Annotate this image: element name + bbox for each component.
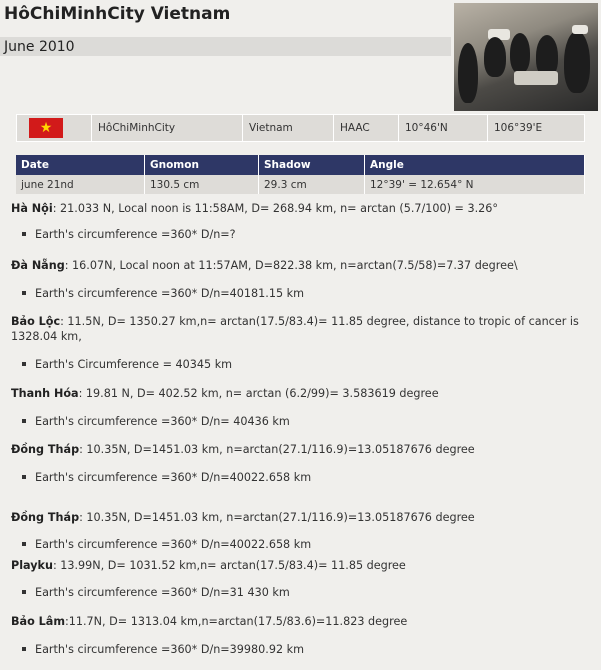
- table-cell-gnomon: 130.5 cm: [145, 175, 259, 194]
- list-item: Earth's circumference =360* D/n=31 430 km: [22, 586, 290, 600]
- entry-thanh-hoa: Thanh Hóa: 19.81 N, D= 402.52 km, n= arctan (6.2/99)= 3.583619 degree: [11, 387, 439, 400]
- table-header-date: Date: [16, 155, 145, 175]
- students-photo: [454, 3, 598, 111]
- entry-dong-thap: Đồng Tháp: 10.35N, D=1451.03 km, n=arctan(27.1/116.9)=13.05187676 degree: [11, 443, 475, 456]
- table-header-gnomon: Gnomon: [145, 155, 259, 175]
- list-item: Earth's Circumference = 40345 km: [22, 358, 232, 372]
- list-item: Earth's circumference =360* D/n= 40436 km: [22, 415, 290, 429]
- page-title: HôChiMinhCity Vietnam: [4, 4, 231, 24]
- page-subtitle: June 2010: [4, 39, 75, 55]
- list-item: Earth's circumference =360* D/n=40181.15 km: [22, 287, 304, 301]
- table-header-shadow: Shadow: [259, 155, 365, 175]
- table-cell-shadow: 29.3 cm: [259, 175, 365, 194]
- entry-bao-loc: Bảo Lộc: 11.5N, D= 1350.27 km,n= arctan(17.5/83.4)= 11.85 degree, distance to tropic of cancer is: [11, 315, 579, 328]
- city-cell: HôChiMinhCity: [92, 115, 243, 142]
- org-cell: HAAC: [334, 115, 399, 142]
- location-info-row: [16, 114, 585, 142]
- entry-bao-loc-continued: 1328.04 km,: [11, 330, 82, 343]
- table-row: [16, 175, 585, 194]
- table-header-angle: Angle: [365, 155, 585, 175]
- entry-ha-noi: Hà Nội: 21.033 N, Local noon is 11:58AM, D= 268.94 km, n= arctan (5.7/100) = 3.26°: [11, 202, 498, 215]
- latitude-cell: 10°46'N: [399, 115, 488, 142]
- measurement-table: [16, 155, 585, 194]
- entry-da-nang: Đà Nẵng: 16.07N, Local noon at 11:57AM, D=822.38 km, n=arctan(7.5/58)=7.37 degree\: [11, 259, 518, 272]
- longitude-cell: 106°39'E: [488, 115, 585, 142]
- entry-playku: Playku: 13.99N, D= 1031.52 km,n= arctan(17.5/83.4)= 11.85 degree: [11, 559, 406, 572]
- list-item: Earth's circumference =360* D/n=39980.92 km: [22, 643, 304, 657]
- table-cell-date: june 21nd: [16, 175, 145, 194]
- table-cell-angle: 12°39' = 12.654° N: [365, 175, 585, 194]
- entry-dong-thap-2: Đồng Tháp: 10.35N, D=1451.03 km, n=arctan(27.1/116.9)=13.05187676 degree: [11, 511, 475, 524]
- vietnam-flag-icon: ★: [29, 118, 63, 138]
- list-item: Earth's circumference =360* D/n=40022.658 km: [22, 538, 311, 552]
- country-cell: Vietnam: [243, 115, 334, 142]
- list-item: Earth's circumference =360* D/n=?: [22, 228, 236, 242]
- list-item: Earth's circumference =360* D/n=40022.658 km: [22, 471, 311, 485]
- entry-bao-lam: Bảo Lâm:11.7N, D= 1313.04 km,n=arctan(17.5/83.6)=11.823 degree: [11, 615, 408, 628]
